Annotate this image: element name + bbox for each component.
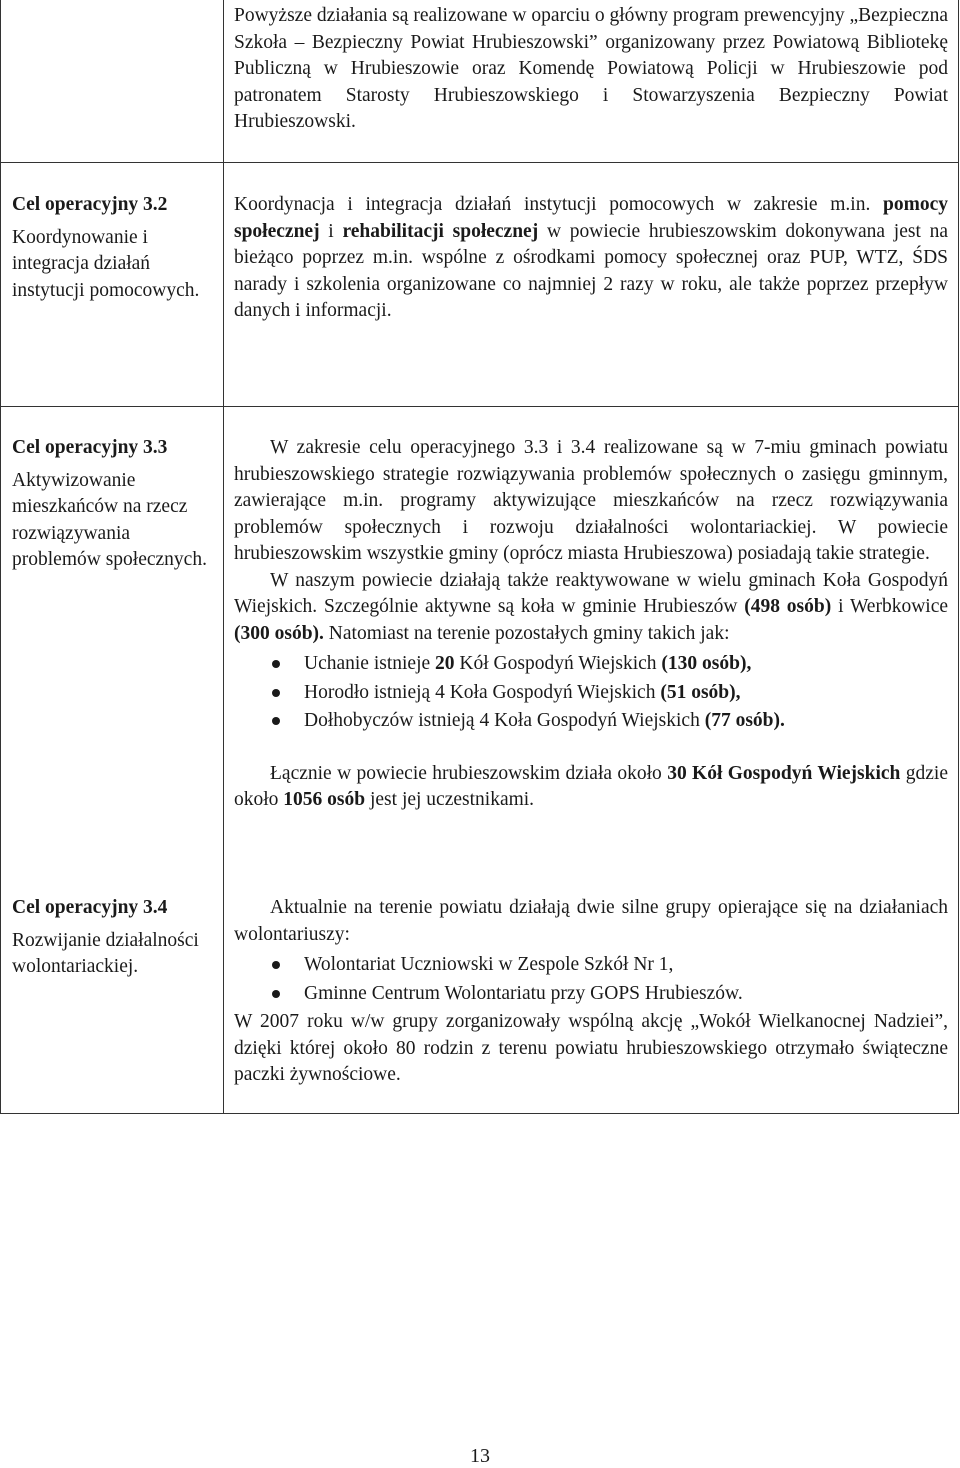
intro-text: Powyższe działania są realizowane w oparciu o główny program prewencyjny „Bezpieczna Szkoła – Bezpieczny Powiat Hrubieszowski” organizowany przez Powiatową Bibliotekę Publiczną w Hrubieszowie oraz Komendę Powiatową Policji w Hrubieszowie pod patronatem Starosty Hrubieszowskiego i Stowarzyszenia Bezpieczny Powiat Hrubieszowski. — [234, 5, 948, 132]
goal-3-4-label — [12, 895, 212, 981]
text-run: w powiecie hrubieszowskim dokonywana jest na bieżąco poprzez m.in. wspólne z ośrodkami pomocy społecznej oraz PUP, WTZ, ŚDS narady i szkolenia organizowane co najmniej 2 razy w roku, ale także poprzez przepływ danych i informacji. — [234, 220, 949, 321]
bold-text: pomocy społecznej — [234, 194, 948, 242]
goal-3-3-label — [12, 435, 212, 574]
text-run: Koordynacja i integracja działań instytucji pomocowych w zakresie m.in. — [234, 194, 883, 215]
text-run: Uchanie istnieje — [304, 653, 436, 674]
bold-text: (300 osób). — [234, 622, 324, 644]
text-run: Kół Gospodyń Wiejskich — [454, 653, 662, 674]
list-item — [234, 680, 948, 707]
bold-text: 20 — [435, 653, 455, 674]
list-item — [234, 651, 948, 678]
goal-title: Cel operacyjny 3.4 — [12, 897, 168, 918]
paragraph — [234, 568, 948, 648]
text-run: Łącznie w powiecie hrubieszowskim działa około — [270, 762, 668, 784]
bold-text: (77 osób). — [704, 710, 785, 731]
intro-paragraph — [234, 3, 948, 136]
table-column-divider — [223, 0, 224, 1114]
bold-text: 30 Kół Gospodyń Wiejskich — [667, 762, 901, 784]
text-run: gdzie około — [234, 762, 949, 810]
goal-3-3-content — [234, 435, 948, 814]
paragraph — [234, 761, 948, 814]
bold-text: rehabilitacji społecznej — [342, 220, 539, 242]
bold-text: (51 osób), — [660, 681, 741, 703]
text-run: Dołhobyczów istnieją 4 Koła Gospodyń Wiejskich — [304, 710, 705, 731]
table-row-divider — [0, 162, 959, 163]
goal-description: Aktywizowanie mieszkańców na rzecz rozwiązywania problemów społecznych. — [12, 469, 207, 570]
page-number: 13 — [470, 1445, 490, 1467]
goal-description: Rozwijanie działalności wolontariackiej. — [12, 929, 199, 977]
table-border-left — [0, 0, 1, 1114]
list-item: Wolontariat Uczniowski w Zespole Szkół Nr 1, — [234, 952, 948, 979]
text-run: W naszym powiecie działają także reaktywowane w wielu gminach Koła Gospodyń Wiejskich. Szczególnie aktywne są koła w gminie Hrubieszów — [234, 569, 948, 617]
goal-3-2-content — [234, 192, 948, 325]
goal-description: Koordynowanie i integracja działań instytucji pomocowych. — [12, 226, 200, 301]
list-item — [234, 708, 948, 735]
bullet-list — [234, 952, 948, 1007]
paragraph: W zakresie celu operacyjnego 3.3 i 3.4 realizowane są w 7-miu gminach powiatu hrubieszowskiego strategie rozwiązywania problemów społecznych o zasięgu gminnym, zawierające m.in. programy aktywizujące mieszkańców na rzecz rozwiązywania problemów społecznych i rozwoju działalności wolontariackiej. W powiecie hrubieszowskim wszystkie gminy (oprócz miasta Hrubieszowa) posiadają takie strategie. — [234, 437, 948, 564]
goal-3-4-content — [234, 895, 948, 1089]
text-run: i — [319, 220, 343, 242]
bullet-list — [234, 651, 948, 735]
table-row-divider — [0, 406, 959, 407]
goal-title: Cel operacyjny 3.3 — [12, 437, 168, 458]
text-run: Natomiast na terenie pozostałych gminy takich jak: — [323, 622, 730, 644]
text-run: i Werbkowice — [831, 596, 949, 617]
goal-3-2-label — [12, 192, 212, 304]
bold-text: (130 osób), — [661, 653, 752, 674]
text-run: jest jej uczestnikami. — [365, 789, 535, 810]
table-border-bottom — [0, 1113, 959, 1114]
table-border-right — [958, 0, 959, 1114]
goal-title: Cel operacyjny 3.2 — [12, 194, 168, 215]
paragraph: Aktualnie na terenie powiatu działają dwie silne grupy opierające się na działaniach wolontariuszy: — [234, 897, 948, 945]
bold-text: (498 osób) — [744, 596, 832, 617]
text-run: Horodło istnieją 4 Koła Gospodyń Wiejskich — [304, 681, 661, 703]
bold-text: 1056 osób — [283, 789, 366, 810]
list-item: Gminne Centrum Wolontariatu przy GOPS Hrubieszów. — [234, 981, 948, 1008]
paragraph: W 2007 roku w/w grupy zorganizowały wspólną akcję „Wokół Wielkanocnej Nadziei”, dzięki której około 80 rodzin z terenu powiatu hrubieszowskiego otrzymało świąteczne paczki żywnościowe. — [234, 1011, 948, 1085]
